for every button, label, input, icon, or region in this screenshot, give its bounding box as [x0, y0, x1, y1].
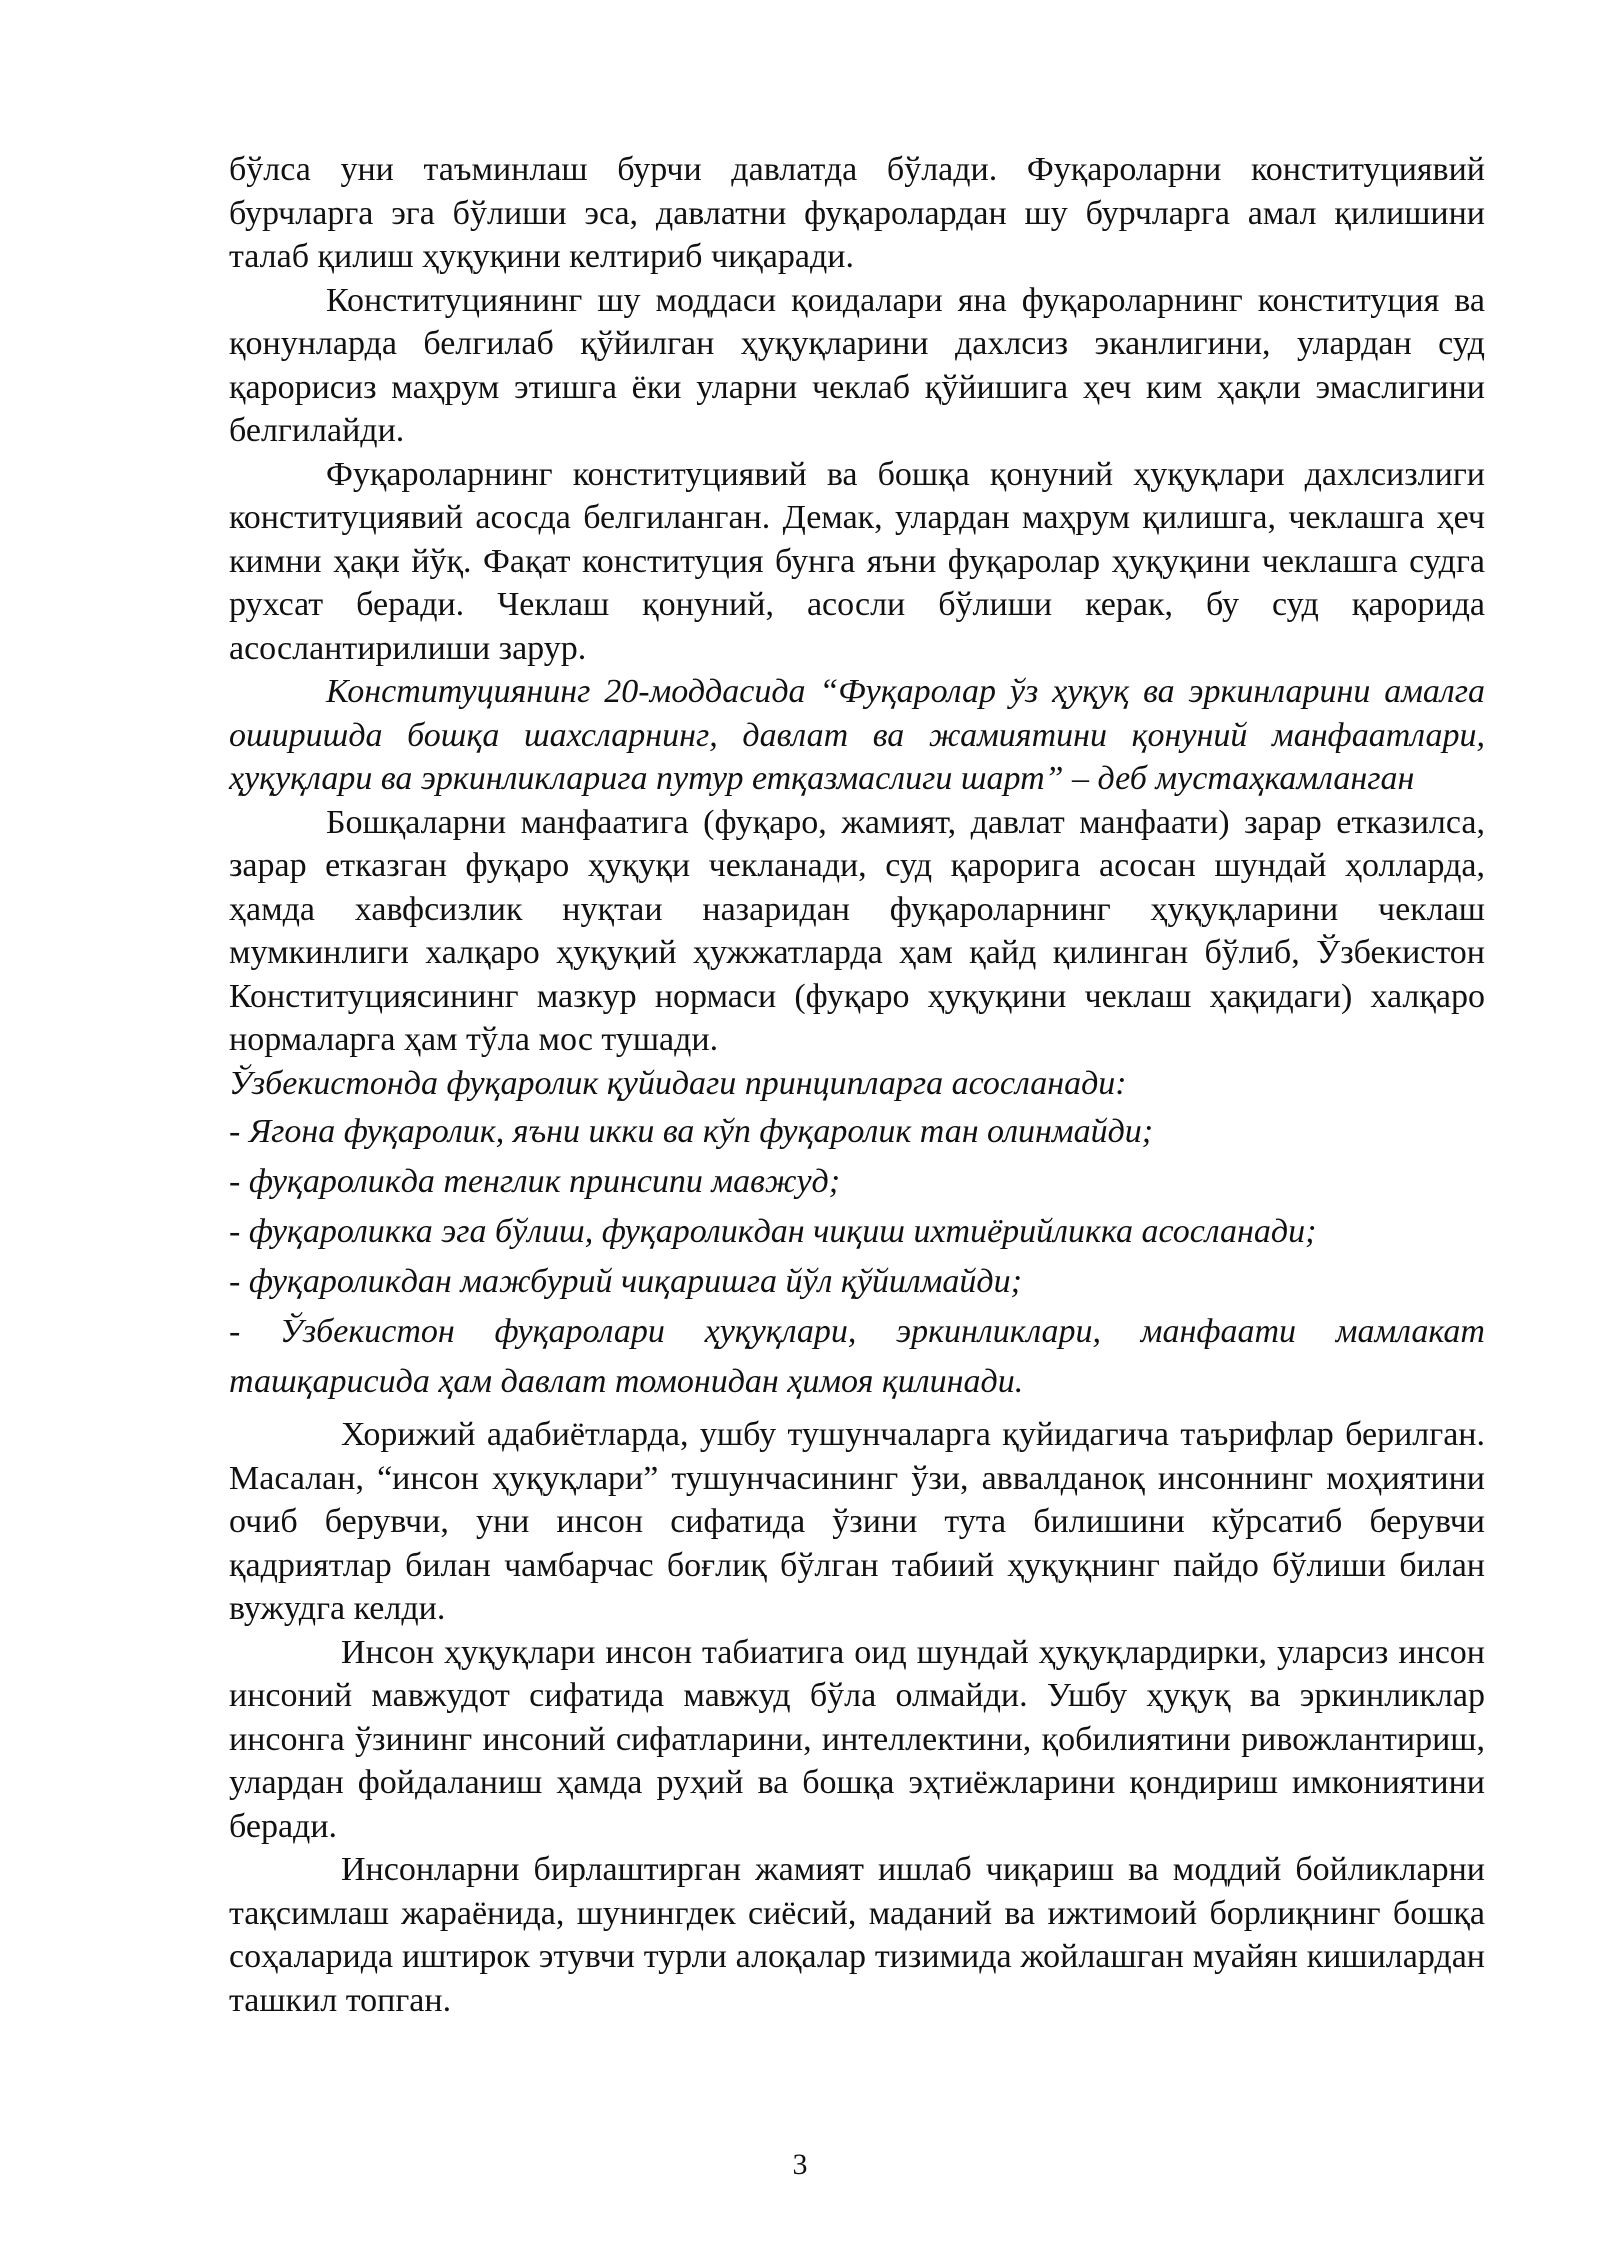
principles-list [229, 1107, 1485, 1407]
list-item: - Ўзбекистон фуқаролари ҳуқуқлари, эркинликлари, манфаати мамлакат ташқарисида ҳам давлат томонидан ҳимоя қилинади. [229, 1313, 1485, 1400]
paragraph-restriction-of-rights: Бошқаларни манфаатига (фуқаро, жамият, давлат манфаати) зарар етказилса, зарар етказган фуқаро ҳуқуқи чекланади, суд қарорига асосан шундай ҳолларда, ҳамда хавфсизлик нуқтаи назаридан фуқароларнинг ҳуқуқларини чеклаш мумкинлиги халқаро ҳуқуқий ҳужжатларда ҳам қайд қилинган бўлиб, Ўзбекистон Конституциясининг мазкур нормаси (фуқаро ҳуқуқини чеклаш ҳақидаги) халқаро нормаларга ҳам тўла мос тушади. [229, 803, 1485, 1058]
principles-heading: Ўзбекистонда фуқаролик қуйидаги принципларга асосланади: [229, 1064, 1127, 1102]
paragraph-constitution-article: Конституциянинг шу моддаси қоидалари яна фуқароларнинг конституция ва қонунларда белгилаб қўйилган ҳуқуқларини дахлсиз эканлигини, улардан суд қарорисиз маҳрум этишга ёки уларни чеклаб қўйишига ҳеч ким ҳақли эмаслигини белгилайди. [229, 281, 1485, 449]
list-item: - фуқароликка эга бўлиш, фуқароликдан чиқиш ихтиёрийликка асосланади; [229, 1213, 1317, 1250]
paragraph-article-20-quote: Конституциянинг 20-моддасида “Фуқаролар ўз ҳуқуқ ва эркинларини амалга оширишда бошқа шахсларнинг, давлат ва жамиятини қонуний манфаатлари, ҳуқуқлари ва эркинликларига путур етқазмаслиги шарт” – деб мустаҳкамланган [229, 673, 1485, 797]
paragraph-continuation: бўлса уни таъминлаш бурчи давлатда бўлади. Фуқароларни конституциявий бурчларга эга бўлиши эса, давлатни фуқаролардан шу бурчларга амал қилишини талаб қилиш ҳуқуқини келтириб чиқаради. [229, 151, 1485, 275]
paragraph-human-rights-nature: Инсон ҳуқуқлари инсон табиатига оид шундай ҳуқуқлардирки, уларсиз инсон инсоний мавжудот сифатида мавжуд бўла олмайди. Ушбу ҳуқуқ ва эркинликлар инсонга ўзининг инсоний сифатларини, интеллектини, қобилиятини ривожлантириш, улардан фойдаланиш ҳамда руҳий ва бошқа эҳтиёжларини қондириш имкониятини беради. [229, 1633, 1485, 1845]
paragraph-foreign-literature: Хорижий адабиётларда, ушбу тушунчаларга қуйидагича таърифлар берилган. Масалан, “инсон ҳуқуқлари” тушунчасининг ўзи, аввалданоқ инсоннинг моҳиятини очиб берувчи, уни инсон сифатида ўзини тута билишини кўрсатиб берувчи қадриятлар билан чамбарчас боғлиқ бўлган табиий ҳуқуқнинг пайдо бўлиши билан вужудга келди. [229, 1416, 1485, 1627]
paragraph-rights-inviolability: Фуқароларнинг конституциявий ва бошқа қонуний ҳуқуқлари дахлсизлиги конституциявий асосда белгиланган. Демак, улардан маҳрум қилишга, чеклашга ҳеч кимни ҳақи йўқ. Фақат конституция бунга яъни фуқаролар ҳуқуқини чеклашга судга рухсат беради. Чеклаш қонуний, асосли бўлиши керак, бу суд қарорида асослантирилиши зарур. [229, 455, 1485, 667]
document-page [229, 148, 1485, 2022]
list-item: - фуқароликдан мажбурий чиқаришга йўл қўйилмайди; [229, 1263, 1022, 1300]
list-item: - Ягона фуқаролик, яъни икки ва кўп фуқаролик тан олинмайди; [229, 1113, 1154, 1150]
page-number: 3 [792, 2148, 808, 2181]
list-item: - фуқароликда тенглик принсипи мавжуд; [229, 1163, 841, 1200]
paragraph-society-definition: Инсонларни бирлаштирган жамият ишлаб чиқариш ва моддий бойликларни тақсимлаш жараёнида, шунингдек сиёсий, маданий ва ижтимоий борлиқнинг бошқа соҳаларида иштирок этувчи турли алоқалар тизимида жойлашган муайян кишилардан ташкил топган. [229, 1851, 1485, 2019]
